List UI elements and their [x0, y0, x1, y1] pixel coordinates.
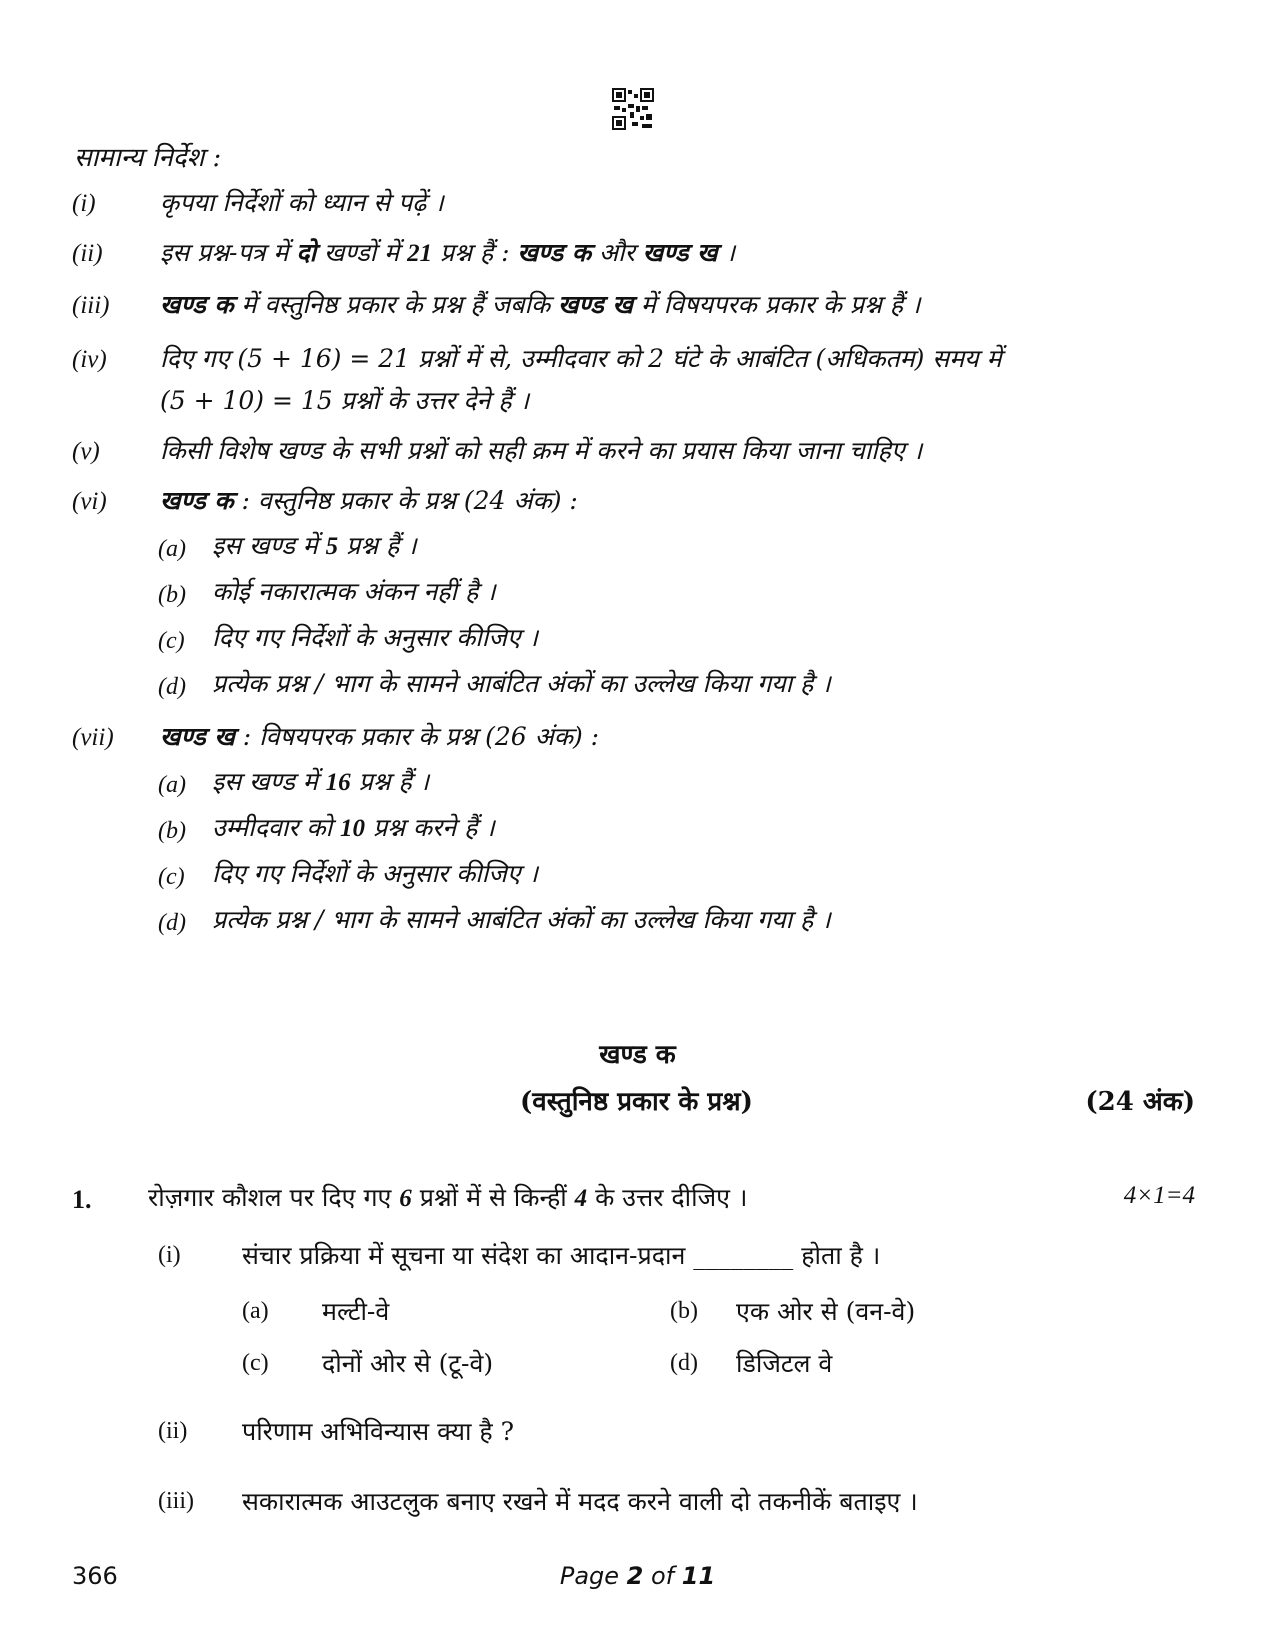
option-text: डिजिटल वे — [736, 1349, 833, 1378]
sub-point-text: कोई नकारात्मक अंकन नहीं है । — [212, 577, 496, 606]
instruction-text: कृपया निर्देशों को ध्यान से पढ़ें । — [160, 188, 444, 217]
general-instructions-heading: सामान्य निर्देश : — [74, 143, 222, 173]
sub-point-label: (c) — [158, 628, 185, 654]
sub-point-text: दिए गए निर्देशों के अनुसार कीजिए । — [212, 859, 539, 888]
instruction-text: किसी विशेष खण्ड के सभी प्रश्नों को सही क्रम में करने का प्रयास किया जाना चाहिए । — [160, 436, 923, 465]
sub-point-text: प्रत्येक प्रश्न / भाग के सामने आबंटित अंकों का उल्लेख किया गया है । — [212, 905, 831, 934]
instruction-text: दिए गए (5 + 16) = 21 प्रश्नों में से, उम्मीदवार को 2 घंटे के आबंटित (अधिकतम) समय में — [160, 344, 1002, 373]
sub-question-label: (ii) — [158, 1418, 188, 1444]
instruction-text: खण्ड क में वस्तुनिष्ठ प्रकार के प्रश्न हैं जबकि खण्ड ख में विषयपरक प्रकार के प्रश्न हैं । — [160, 290, 921, 319]
sub-point-text: प्रत्येक प्रश्न / भाग के सामने आबंटित अंकों का उल्लेख किया गया है । — [212, 669, 831, 698]
option-label: (d) — [670, 1350, 698, 1376]
question-marks: 4×1=4 — [1123, 1182, 1195, 1209]
option-label: (a) — [242, 1298, 269, 1324]
option-label: (c) — [242, 1350, 269, 1376]
sub-question-label: (iii) — [158, 1488, 194, 1514]
option-text: दोनों ओर से (टू-वे) — [322, 1349, 494, 1378]
sub-point-text: उम्मीदवार को 10 प्रश्न करने हैं । — [212, 813, 495, 842]
section-marks: (24 अंक) — [1085, 1087, 1195, 1117]
instruction-label: (vi) — [72, 488, 107, 515]
sub-point-label: (d) — [158, 910, 186, 936]
sub-point-text: इस खण्ड में 5 प्रश्न हैं । — [212, 531, 417, 560]
qr-code-icon — [612, 88, 654, 130]
sub-question-text: परिणाम अभिविन्यास क्या है ? — [242, 1417, 514, 1446]
question-number: 1. — [72, 1185, 92, 1214]
instruction-text-continued: (5 + 10) = 15 प्रश्नों के उत्तर देने हैं । — [160, 386, 530, 415]
sub-point-label: (a) — [158, 772, 186, 798]
sub-point-label: (a) — [158, 536, 186, 562]
instruction-label: (ii) — [72, 240, 103, 267]
sub-point-label: (b) — [158, 582, 186, 608]
instruction-label: (iii) — [72, 292, 110, 319]
instruction-label: (vii) — [72, 724, 114, 751]
page-number: Page 2 of 11 — [559, 1562, 716, 1590]
option-label: (b) — [670, 1298, 698, 1324]
instruction-label: (v) — [72, 438, 100, 465]
sub-point-label: (d) — [158, 674, 186, 700]
instruction-text: खण्ड ख : विषयपरक प्रकार के प्रश्न (26 अंक) : — [160, 722, 600, 751]
sub-question-label: (i) — [158, 1242, 181, 1268]
section-subtitle: (वस्तुनिष्ठ प्रकार के प्रश्न) — [520, 1087, 753, 1117]
instruction-text: खण्ड क : वस्तुनिष्ठ प्रकार के प्रश्न (24 अंक) : — [160, 486, 578, 515]
sub-question-text: सकारात्मक आउटलुक बनाए रखने में मदद करने वाली दो तकनीकें बताइए । — [242, 1487, 918, 1516]
instruction-text: इस प्रश्न-पत्र में दो खण्डों में 21 प्रश्न हैं : खण्ड क और खण्ड ख । — [160, 238, 736, 267]
instruction-label: (i) — [72, 190, 96, 217]
sub-point-text: इस खण्ड में 16 प्रश्न हैं । — [212, 767, 430, 796]
paper-code: 366 — [72, 1562, 118, 1590]
sub-question-text: संचार प्रक्रिया में सूचना या संदेश का आदान-प्रदान ________ होता है । — [242, 1241, 881, 1270]
sub-point-label: (c) — [158, 864, 185, 890]
sub-point-text: दिए गए निर्देशों के अनुसार कीजिए । — [212, 623, 539, 652]
sub-point-label: (b) — [158, 818, 186, 844]
option-text: मल्टी-वे — [322, 1297, 390, 1326]
option-text: एक ओर से (वन-वे) — [736, 1297, 916, 1326]
instruction-label: (iv) — [72, 346, 107, 373]
section-title: खण्ड क — [599, 1040, 676, 1070]
question-text: रोज़गार कौशल पर दिए गए 6 प्रश्नों में से किन्हीं 4 के उत्तर दीजिए । — [148, 1183, 748, 1212]
